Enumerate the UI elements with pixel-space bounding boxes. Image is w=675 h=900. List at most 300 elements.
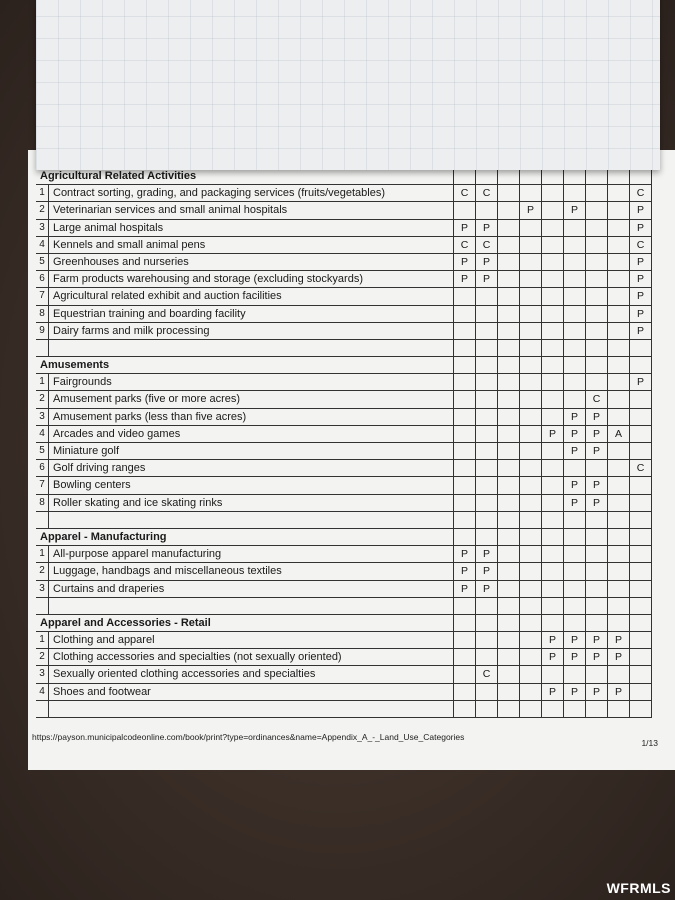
- zone-cell: [498, 185, 520, 201]
- zone-cell: [542, 374, 564, 390]
- zone-cell: [476, 495, 498, 511]
- row-label: [49, 512, 454, 528]
- zone-cell: [498, 495, 520, 511]
- table-row: [36, 237, 652, 254]
- zone-cell: [542, 391, 564, 407]
- row-label: Golf driving ranges: [49, 460, 454, 476]
- zone-cell: P: [476, 271, 498, 287]
- watermark: WFRMLS: [606, 880, 671, 896]
- zone-cell: [542, 512, 564, 528]
- zone-cell: [542, 202, 564, 218]
- table-row: [36, 581, 652, 598]
- zone-cell: [498, 701, 520, 717]
- zone-cell: [454, 426, 476, 442]
- zone-cell: [608, 323, 630, 339]
- section-title: Agricultural Related Activities: [36, 168, 454, 184]
- zone-cell: [520, 684, 542, 700]
- zone-cell: [520, 598, 542, 614]
- zone-cell: [608, 391, 630, 407]
- zone-cell: [542, 495, 564, 511]
- zone-cell: [498, 426, 520, 442]
- zone-cell: [630, 598, 652, 614]
- zone-cell: [498, 649, 520, 665]
- zone-cell: [520, 666, 542, 682]
- row-number: 8: [36, 495, 49, 511]
- zone-cell: [476, 323, 498, 339]
- zone-cell: [608, 237, 630, 253]
- row-label: Amusement parks (five or more acres): [49, 391, 454, 407]
- zone-cell: P: [630, 254, 652, 270]
- zone-cell: [520, 477, 542, 493]
- zone-cell: [520, 563, 542, 579]
- zone-cell: P: [476, 563, 498, 579]
- zone-cell: [586, 185, 608, 201]
- zone-cell: [608, 374, 630, 390]
- zone-cell: [476, 649, 498, 665]
- zone-cell: P: [586, 632, 608, 648]
- zone-cell: [498, 391, 520, 407]
- table-row: [36, 323, 652, 340]
- zone-cell: [520, 237, 542, 253]
- zone-cell: [564, 254, 586, 270]
- zone-cell: [520, 649, 542, 665]
- zone-cell: [608, 220, 630, 236]
- row-number: 8: [36, 306, 49, 322]
- zone-cell: [542, 546, 564, 562]
- zone-cell: [476, 632, 498, 648]
- zone-cell: [630, 340, 652, 356]
- zone-cell: C: [630, 237, 652, 253]
- zone-cell: [498, 306, 520, 322]
- row-label: All-purpose apparel manufacturing: [49, 546, 454, 562]
- zone-cell: P: [608, 684, 630, 700]
- table-row: [36, 666, 652, 683]
- footer-page-number: 1/13: [641, 738, 658, 748]
- zone-cell: P: [564, 477, 586, 493]
- zone-cell: [586, 237, 608, 253]
- zone-cell: P: [586, 443, 608, 459]
- zone-cell: [630, 632, 652, 648]
- section-header: [36, 357, 652, 374]
- zone-cell: P: [542, 684, 564, 700]
- table-row: [36, 460, 652, 477]
- row-number: 3: [36, 666, 49, 682]
- zone-cell: [564, 563, 586, 579]
- row-label: Amusement parks (less than five acres): [49, 409, 454, 425]
- zone-cell: [542, 701, 564, 717]
- table-row: [36, 374, 652, 391]
- zone-cell: [542, 477, 564, 493]
- footer-url: https://payson.municipalcodeonline.com/book/print?type=ordinances&name=Appendix_A_-_Land_Use_Categories: [32, 732, 465, 742]
- zone-cell: [608, 443, 630, 459]
- zone-cell: [454, 701, 476, 717]
- zone-cell: [586, 512, 608, 528]
- zone-cell: [520, 495, 542, 511]
- row-label: Greenhouses and nurseries: [49, 254, 454, 270]
- zone-cell: [542, 443, 564, 459]
- zone-cell: [586, 701, 608, 717]
- zone-cell: [586, 288, 608, 304]
- zone-cell: P: [586, 684, 608, 700]
- row-number: 9: [36, 323, 49, 339]
- zone-cell: [476, 443, 498, 459]
- table-row: [36, 443, 652, 460]
- zone-cell: [454, 460, 476, 476]
- zone-cell: [520, 271, 542, 287]
- table-row: [36, 306, 652, 323]
- row-label: Equestrian training and boarding facility: [49, 306, 454, 322]
- zone-cell: [564, 288, 586, 304]
- zone-cell: [542, 185, 564, 201]
- zone-cell: [542, 460, 564, 476]
- row-label: Large animal hospitals: [49, 220, 454, 236]
- row-label: Curtains and draperies: [49, 581, 454, 597]
- row-number: 1: [36, 632, 49, 648]
- zone-cell: [476, 391, 498, 407]
- zone-cell: [586, 323, 608, 339]
- zone-cell: [520, 546, 542, 562]
- zone-cell: [520, 512, 542, 528]
- zone-cell: [564, 581, 586, 597]
- row-label: Arcades and video games: [49, 426, 454, 442]
- row-label: Miniature golf: [49, 443, 454, 459]
- zone-cell: [564, 185, 586, 201]
- zone-cell: [476, 426, 498, 442]
- zone-cell: [454, 306, 476, 322]
- zone-cell: [608, 477, 630, 493]
- zone-cell: [542, 409, 564, 425]
- row-number: 1: [36, 374, 49, 390]
- zone-cell: [498, 254, 520, 270]
- zone-cell: [564, 374, 586, 390]
- zone-cell: [520, 391, 542, 407]
- zone-cell: [476, 598, 498, 614]
- zone-cell: [520, 254, 542, 270]
- zone-cell: [498, 323, 520, 339]
- zone-cell: [498, 374, 520, 390]
- row-number: 7: [36, 477, 49, 493]
- zone-cell: [520, 185, 542, 201]
- zone-cell: P: [586, 477, 608, 493]
- table-row: [36, 649, 652, 666]
- row-label: [49, 340, 454, 356]
- zone-cell: [454, 409, 476, 425]
- table-row: [36, 495, 652, 512]
- zone-cell: [520, 323, 542, 339]
- zone-cell: [564, 460, 586, 476]
- zone-cell: [564, 306, 586, 322]
- table-row: [36, 254, 652, 271]
- table-row: [36, 185, 652, 202]
- zone-cell: [498, 220, 520, 236]
- zone-cell: C: [476, 237, 498, 253]
- row-number: 3: [36, 220, 49, 236]
- zone-cell: P: [454, 271, 476, 287]
- zone-cell: P: [630, 323, 652, 339]
- section-title: Apparel and Accessories - Retail: [36, 615, 454, 631]
- zone-cell: [454, 202, 476, 218]
- zone-cell: [454, 288, 476, 304]
- table-row: [36, 546, 652, 563]
- table-row: [36, 598, 652, 615]
- row-number: 2: [36, 202, 49, 218]
- zone-cell: [498, 512, 520, 528]
- zone-cell: [630, 563, 652, 579]
- zone-cell: [630, 495, 652, 511]
- zone-cell: [564, 546, 586, 562]
- zone-cell: P: [630, 306, 652, 322]
- zone-cell: P: [564, 649, 586, 665]
- zone-cell: [542, 563, 564, 579]
- zone-cell: [608, 185, 630, 201]
- zone-cell: [630, 546, 652, 562]
- table-row: [36, 512, 652, 529]
- zone-cell: [520, 306, 542, 322]
- table-row: [36, 271, 652, 288]
- section-header: [36, 615, 652, 632]
- table-row: [36, 409, 652, 426]
- row-number: 7: [36, 288, 49, 304]
- row-number: 2: [36, 563, 49, 579]
- zone-cell: [520, 701, 542, 717]
- row-number: 2: [36, 649, 49, 665]
- zone-cell: [564, 701, 586, 717]
- zone-cell: [498, 202, 520, 218]
- zone-cell: [476, 409, 498, 425]
- zone-cell: [454, 598, 476, 614]
- zone-cell: P: [476, 546, 498, 562]
- row-number: 3: [36, 581, 49, 597]
- zone-cell: [630, 512, 652, 528]
- zone-cell: [542, 340, 564, 356]
- zone-cell: P: [586, 409, 608, 425]
- zone-cell: [586, 460, 608, 476]
- table-row: [36, 632, 652, 649]
- row-number: 3: [36, 409, 49, 425]
- zone-cell: [454, 632, 476, 648]
- zone-cell: P: [564, 409, 586, 425]
- zone-cell: [608, 598, 630, 614]
- zone-cell: C: [586, 391, 608, 407]
- zone-cell: [454, 323, 476, 339]
- zone-cell: [586, 271, 608, 287]
- row-label: Contract sorting, grading, and packaging services (fruits/vegetables): [49, 185, 454, 201]
- zone-cell: P: [476, 581, 498, 597]
- zone-cell: P: [564, 684, 586, 700]
- zone-cell: P: [608, 649, 630, 665]
- zone-cell: [454, 340, 476, 356]
- zone-cell: [454, 391, 476, 407]
- row-number: 1: [36, 546, 49, 562]
- row-label: Agricultural related exhibit and auction facilities: [49, 288, 454, 304]
- zone-cell: [630, 409, 652, 425]
- table-row: [36, 220, 652, 237]
- row-number: [36, 340, 49, 356]
- row-label: Kennels and small animal pens: [49, 237, 454, 253]
- row-number: 4: [36, 684, 49, 700]
- row-number: 5: [36, 443, 49, 459]
- zone-cell: [498, 546, 520, 562]
- row-label: Dairy farms and milk processing: [49, 323, 454, 339]
- row-label: Bowling centers: [49, 477, 454, 493]
- zone-cell: [498, 443, 520, 459]
- zone-cell: [608, 340, 630, 356]
- zone-cell: [608, 202, 630, 218]
- zone-cell: [498, 632, 520, 648]
- zone-cell: [476, 202, 498, 218]
- zone-cell: [498, 340, 520, 356]
- zone-cell: P: [520, 202, 542, 218]
- zone-cell: [542, 666, 564, 682]
- zone-cell: [454, 374, 476, 390]
- zone-cell: [476, 701, 498, 717]
- zone-cell: [520, 443, 542, 459]
- zone-cell: P: [454, 563, 476, 579]
- zone-cell: [608, 701, 630, 717]
- zone-cell: [608, 495, 630, 511]
- zone-cell: P: [586, 649, 608, 665]
- table-row: [36, 426, 652, 443]
- zone-cell: P: [630, 374, 652, 390]
- zone-cell: [498, 563, 520, 579]
- zone-cell: [498, 684, 520, 700]
- zone-cell: [476, 512, 498, 528]
- blank-top-sheet: [36, 0, 660, 170]
- zone-cell: [630, 666, 652, 682]
- row-number: [36, 598, 49, 614]
- row-label: Farm products warehousing and storage (excluding stockyards): [49, 271, 454, 287]
- row-label: Clothing and apparel: [49, 632, 454, 648]
- zone-cell: [630, 701, 652, 717]
- zone-cell: [476, 306, 498, 322]
- zone-cell: [542, 271, 564, 287]
- zone-cell: [608, 288, 630, 304]
- zone-cell: [520, 340, 542, 356]
- zone-cell: [520, 460, 542, 476]
- zone-cell: [542, 220, 564, 236]
- zone-cell: P: [586, 495, 608, 511]
- zone-cell: P: [476, 254, 498, 270]
- zone-cell: [542, 598, 564, 614]
- zone-cell: A: [608, 426, 630, 442]
- row-label: Clothing accessories and specialties (not sexually oriented): [49, 649, 454, 665]
- section-title: Amusements: [36, 357, 454, 373]
- zone-cell: [630, 684, 652, 700]
- zone-cell: [542, 288, 564, 304]
- zone-cell: [454, 512, 476, 528]
- zone-cell: [476, 477, 498, 493]
- zone-cell: [608, 512, 630, 528]
- zone-cell: C: [476, 666, 498, 682]
- zone-cell: [564, 598, 586, 614]
- row-number: [36, 512, 49, 528]
- zone-cell: [586, 581, 608, 597]
- zone-cell: [630, 426, 652, 442]
- zone-cell: [564, 237, 586, 253]
- row-label: [49, 701, 454, 717]
- table-row: [36, 391, 652, 408]
- zone-cell: [564, 391, 586, 407]
- zone-cell: [542, 237, 564, 253]
- table-row: [36, 202, 652, 219]
- zone-cell: [454, 684, 476, 700]
- zone-cell: P: [476, 220, 498, 236]
- zone-cell: [630, 649, 652, 665]
- zone-cell: [608, 460, 630, 476]
- zone-cell: [542, 306, 564, 322]
- zone-cell: [608, 666, 630, 682]
- zone-cell: [454, 666, 476, 682]
- zone-cell: C: [476, 185, 498, 201]
- zone-cell: [608, 254, 630, 270]
- zone-cell: [608, 563, 630, 579]
- zone-cell: [586, 666, 608, 682]
- zone-cell: [542, 581, 564, 597]
- zone-cell: [586, 340, 608, 356]
- zone-cell: P: [454, 220, 476, 236]
- zone-cell: [476, 684, 498, 700]
- section-header: [36, 529, 652, 546]
- row-number: [36, 701, 49, 717]
- zone-cell: [542, 323, 564, 339]
- row-label: Roller skating and ice skating rinks: [49, 495, 454, 511]
- section-title: Apparel - Manufacturing: [36, 529, 454, 545]
- zone-cell: P: [542, 632, 564, 648]
- zone-cell: [520, 632, 542, 648]
- row-number: 1: [36, 185, 49, 201]
- zone-cell: [454, 477, 476, 493]
- zone-cell: [586, 306, 608, 322]
- land-use-table: [36, 168, 652, 718]
- zone-cell: [586, 374, 608, 390]
- zone-cell: [520, 426, 542, 442]
- row-label: [49, 598, 454, 614]
- zone-cell: [520, 409, 542, 425]
- zone-cell: P: [564, 426, 586, 442]
- zone-cell: [564, 666, 586, 682]
- zone-cell: C: [630, 460, 652, 476]
- zone-cell: [454, 495, 476, 511]
- section-header: [36, 168, 652, 185]
- zone-cell: P: [630, 271, 652, 287]
- zone-cell: [476, 374, 498, 390]
- row-number: 5: [36, 254, 49, 270]
- zone-cell: [476, 340, 498, 356]
- zone-cell: [498, 666, 520, 682]
- zone-cell: [454, 649, 476, 665]
- zone-cell: [586, 563, 608, 579]
- zone-cell: [564, 340, 586, 356]
- zone-cell: P: [542, 649, 564, 665]
- row-label: Luggage, handbags and miscellaneous textiles: [49, 563, 454, 579]
- row-label: Fairgrounds: [49, 374, 454, 390]
- zone-cell: [586, 546, 608, 562]
- zone-cell: [498, 581, 520, 597]
- document-page: [28, 150, 675, 770]
- zone-cell: [454, 443, 476, 459]
- zone-cell: [498, 409, 520, 425]
- zone-cell: [564, 323, 586, 339]
- zone-cell: [586, 254, 608, 270]
- zone-cell: C: [454, 237, 476, 253]
- zone-cell: [498, 477, 520, 493]
- zone-cell: P: [586, 426, 608, 442]
- zone-cell: [564, 512, 586, 528]
- zone-cell: P: [454, 546, 476, 562]
- row-number: 6: [36, 460, 49, 476]
- table-row: [36, 477, 652, 494]
- table-row: [36, 340, 652, 357]
